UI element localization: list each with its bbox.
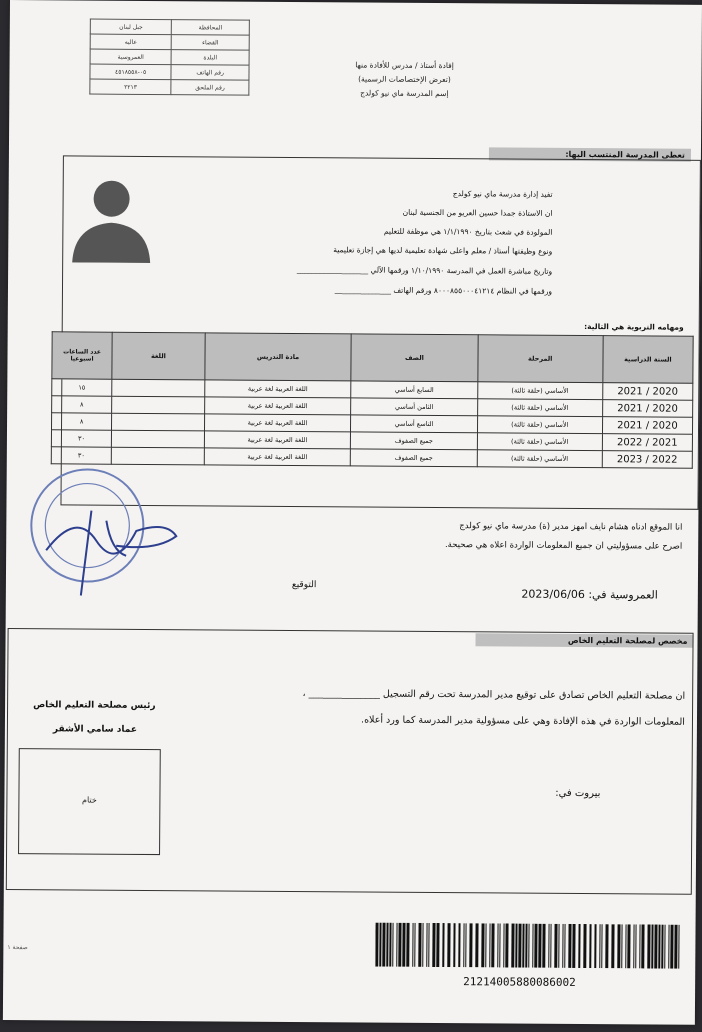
barcode-bar	[481, 923, 484, 967]
col-header-language: اللغة	[112, 332, 205, 380]
barcode-bar	[515, 924, 517, 968]
barcode-bar	[447, 923, 450, 967]
barcode-bar	[651, 925, 653, 969]
teacher-name-line: ان الاستاذة جمدا حسين العريو من الجنسية لبنان	[402, 207, 553, 218]
photo-placeholder-icon	[64, 170, 155, 263]
barcode-bar	[538, 924, 541, 968]
barcode-bar	[465, 923, 466, 967]
barcode-bar	[670, 925, 673, 969]
system-number-line: ورقمها في النظام ٨٠٠٠٨٥٥٠٠٠٤١٢١٤ ورقم الهاتف _______________	[334, 285, 553, 296]
barcode-bar	[568, 924, 571, 968]
barcode-bar	[668, 925, 669, 969]
barcode-bar	[599, 924, 600, 968]
barcode-bar	[583, 924, 586, 968]
table-row: 2020 / 2021 الأساسي (حلقة ثالثة) الثامن أساسي اللغة العربية لغة عربية ٨	[52, 396, 693, 417]
barcode-bar	[633, 924, 634, 968]
table-row: 2020 / 2021 الأساسي (حلقة ثالثة) التاسع أساسي اللغة العربية لغة عربية ٨	[52, 413, 693, 434]
barcode-bar	[418, 923, 421, 967]
head-name: عماد سامي الأشقر	[52, 724, 138, 735]
barcode-bar	[564, 924, 565, 968]
barcode-bar	[436, 923, 439, 967]
barcode-bar	[398, 923, 401, 967]
barcode-bar	[375, 923, 378, 967]
barcode-bar	[432, 923, 435, 967]
barcode-bar	[458, 923, 460, 967]
barcode-bar	[611, 924, 614, 968]
barcode-bar	[572, 924, 575, 968]
barcode-bar	[617, 924, 620, 968]
document-header	[329, 58, 479, 101]
barcode-bar	[678, 925, 679, 969]
barcode-bar	[485, 923, 486, 967]
place-date: العمروسية في: 2023/06/06	[521, 587, 658, 602]
page-label: صفحة ١	[7, 944, 28, 952]
table-row: 2020 / 2021 الأساسي (حلقة ثالثة) السابع أساسي اللغة العربية لغة عربية ١٥	[52, 379, 693, 400]
barcode-bar	[647, 924, 650, 968]
barcode-bar	[664, 925, 665, 969]
barcode-bar	[396, 923, 397, 967]
barcode-bar	[469, 923, 472, 967]
barcode-number: 21214005880086002	[463, 975, 576, 989]
barcode-bar	[661, 925, 663, 969]
col-header-subject: مادة التدريس	[205, 333, 352, 381]
col-header-class: الصف	[351, 334, 478, 382]
table-row: 2022 / 2023 الأساسي (حلقة ثالثة) جميع الصفوف اللغة العربية لغة عربية ٣٠	[51, 447, 692, 468]
header-line-3: إسم المدرسة ماي نيو كولدج	[360, 88, 449, 99]
barcode-bar	[532, 924, 533, 968]
col-header-stage: المرحلة	[478, 335, 603, 383]
header-line-2: (تعرض الإختصاصات الرسمية)	[358, 74, 451, 85]
barcode-bar	[503, 923, 504, 967]
header-info-table: المحافظة جبل لبنان القضاء عاليه البلدة العمروسية رقم الهاتف ٠٥-٤٥١٨٥٥٨ رقم الملحق ٢٢١٣	[89, 19, 250, 96]
section-title-school: تعطى المدرسة المنتسب اليها:	[489, 147, 691, 161]
barcode	[375, 923, 679, 969]
section-title-private-education: مخصص لمصلحة التعليم الخاص	[475, 633, 693, 648]
header-line-1: إفادة أستاذ / مدرس للأفادة منها	[355, 60, 454, 71]
barcode-bar	[497, 923, 498, 967]
declaration-line-1: انا الموقع ادناه هشام نايف امهز مدير (ة) مدرسة ماي نيو كولدج	[459, 521, 683, 533]
barcode-bar	[428, 923, 429, 967]
barcode-bar	[379, 923, 381, 967]
birth-line: المولودة في شعث بتاريخ ١/١/١٩٩٠ هي موظفة للتعليم	[383, 226, 553, 237]
barcode-bar	[548, 924, 549, 968]
head-title: رئيس مصلحة التعليم الخاص	[33, 700, 156, 712]
barcode-bar	[528, 924, 529, 968]
barcode-bar	[386, 923, 388, 967]
barcode-bar	[558, 924, 559, 968]
barcode-bar	[594, 924, 596, 968]
table-row: 2021 / 2022 الأساسي (حلقة ثالثة) جميع الصفوف اللغة العربية لغة عربية ٣٠	[51, 430, 692, 451]
document-page	[3, 0, 702, 1025]
barcode-bar	[578, 924, 580, 968]
barcode-bar	[389, 923, 391, 967]
barcode-bar	[426, 923, 427, 967]
barcode-bar	[658, 925, 660, 969]
barcode-bar	[402, 923, 405, 967]
barcode-bar	[422, 923, 423, 967]
barcode-bar	[491, 923, 494, 967]
barcode-bar	[635, 924, 636, 968]
barcode-bar	[453, 923, 455, 967]
barcode-bar	[639, 924, 640, 968]
barcode-bar	[525, 924, 527, 968]
col-header-year: السنة الدراسية	[603, 336, 694, 384]
barcode-bar	[562, 924, 563, 968]
barcode-bar	[534, 924, 537, 968]
barcode-bar	[674, 925, 677, 969]
barcode-bar	[382, 923, 385, 967]
barcode-bar	[518, 924, 521, 968]
barcode-bar	[641, 924, 644, 968]
barcode-bar	[522, 924, 524, 968]
barcode-bar	[463, 923, 464, 967]
barcode-bar	[511, 924, 514, 968]
job-line: ونوع وظيفتها أستاذ / معلم واعلى شهادة تعليمية لديها هي إجازة تعليمية	[333, 245, 553, 256]
barcode-bar	[621, 924, 622, 968]
barcode-bar	[601, 924, 602, 968]
signature-label: التوقيع	[291, 579, 317, 591]
approval-line-2: المعلومات الواردة في هذه الإفادة وهي على مسؤولية مدير المدرسة كما ورد أعلاه.	[361, 714, 686, 728]
barcode-bar	[554, 924, 557, 968]
seal-box	[18, 748, 161, 855]
barcode-bar	[625, 924, 626, 968]
barcode-bar	[654, 925, 657, 969]
barcode-bar	[489, 923, 490, 967]
start-date-line: وتاريخ مباشرة العمل في المدرسة ١/١٠/١٩٩٠ ورقمها الآلي ___________________	[296, 265, 553, 276]
barcode-bar	[406, 923, 409, 967]
teaching-table	[51, 331, 694, 468]
barcode-bar	[392, 923, 393, 967]
barcode-bar	[414, 923, 415, 967]
school-line: تفيد إدارة مدرسة ماي نيو كولدج	[452, 189, 553, 199]
barcode-bar	[542, 924, 545, 968]
declaration-line-2: اصرح على مسؤوليتي ان جميع المعلومات الواردة اعلاه هي صحيحة.	[444, 540, 683, 552]
barcode-bar	[442, 923, 444, 967]
signature-scribble	[36, 490, 197, 601]
barcode-bar	[589, 924, 591, 968]
barcode-bar	[475, 923, 478, 967]
seal-label: ختام	[82, 795, 97, 805]
barcode-bar	[605, 924, 608, 968]
barcode-bar	[550, 924, 551, 968]
approval-line-1: ان مصلحة التعليم الخاص تصادق على توقيع مدير المدرسة تحت رقم التسجيل _______________ ،	[302, 688, 686, 702]
barcode-bar	[412, 923, 413, 967]
barcode-bar	[505, 923, 508, 967]
barcode-bar	[499, 923, 500, 967]
barcode-bar	[627, 924, 630, 968]
col-header-hours: عدد الساعات اسبوعيا	[52, 332, 112, 379]
beirut-date-label: بيروت في:	[555, 787, 601, 800]
duties-label: ومهامه التربوية هي التالية:	[584, 322, 684, 332]
